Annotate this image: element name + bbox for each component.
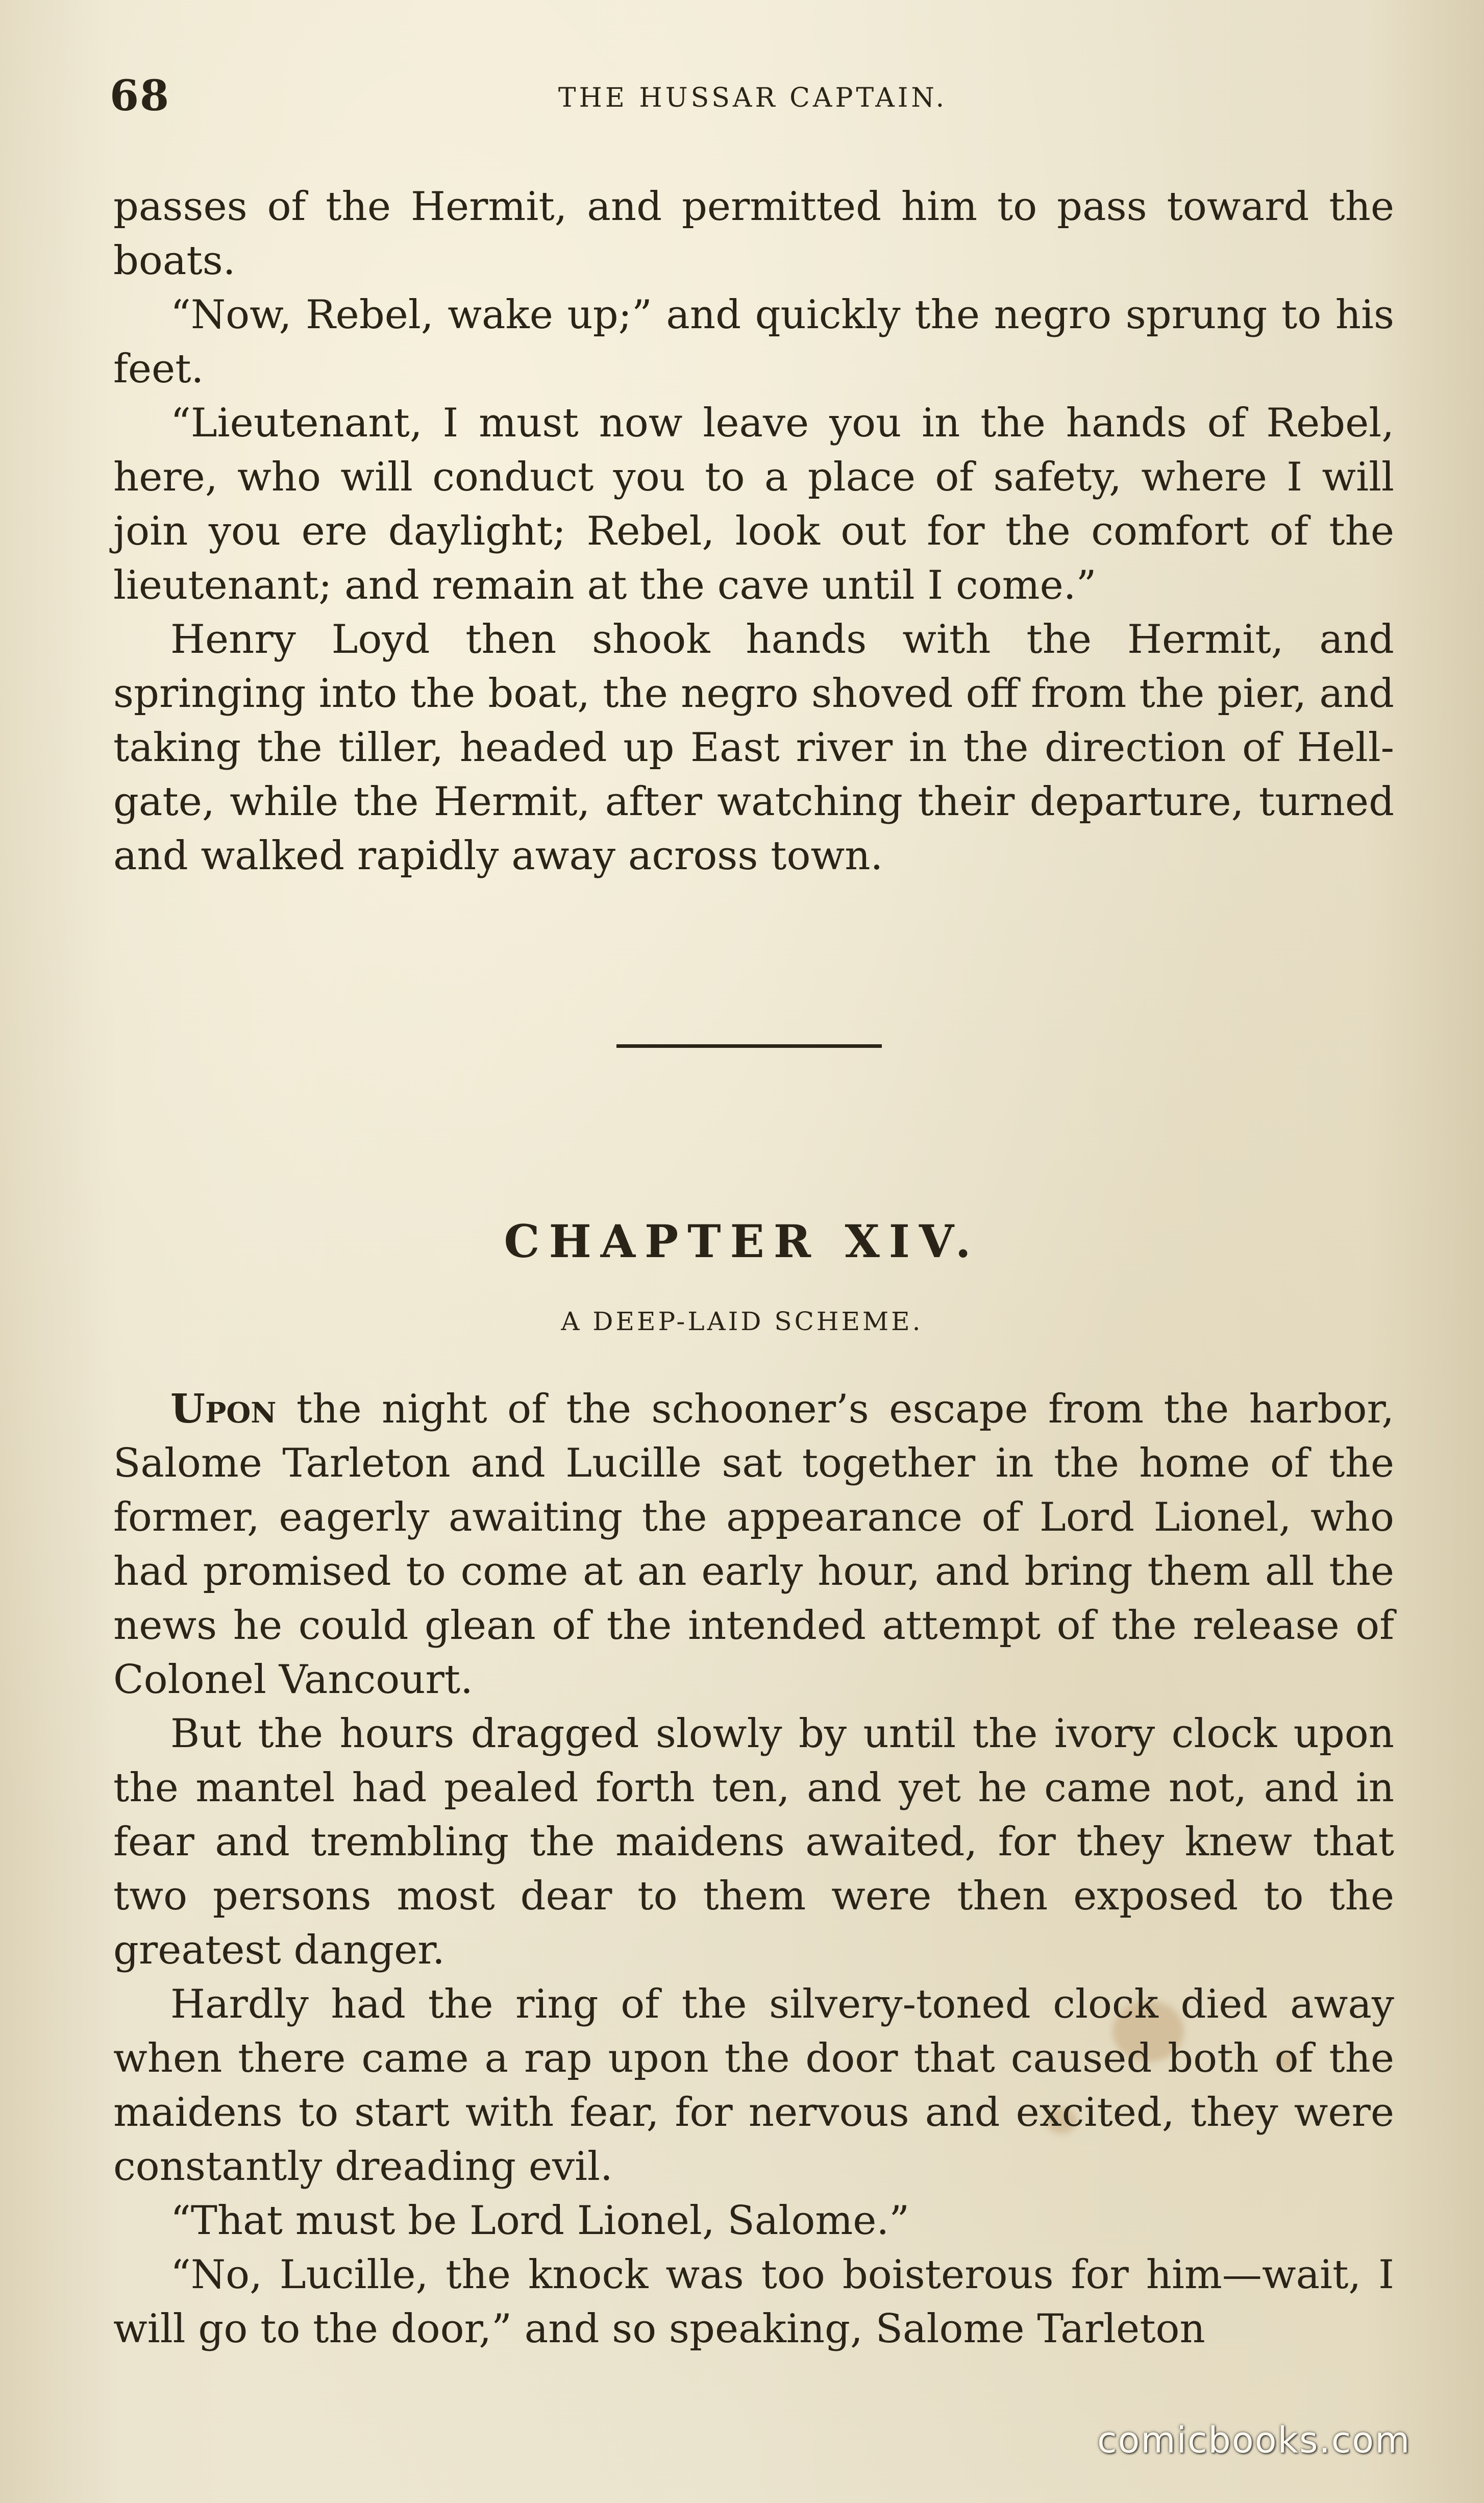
paragraph: “Lieutenant, I must now leave you in the hands of Rebel, here, who will conduct you to a place of safety, where I will join you ere daylight; Rebel, look out for the comfort of the lieutenant; and remain at the cave until I come.” (113, 400, 1394, 608)
paragraph (113, 1382, 1394, 1707)
section-divider (616, 1044, 882, 1048)
chapter-subtitle: A DEEP-LAID SCHEME. (561, 1307, 923, 1336)
chapter-title: CHAPTER XIV. (504, 1215, 980, 1268)
page-number: 68 (110, 71, 170, 120)
page-header (110, 71, 1396, 128)
paragraph: passes of the Hermit, and permitted him to pass toward the boats. (113, 184, 1394, 284)
paragraph-text: the night of the schooner’s escape from the harbor, Salome Tarleton and Lucille sat together in the home of the former, eagerly awaiting the appearance of Lord Lionel, who had promised to come at an early hour, and bring them all the news he could glean of the intended attempt of the release of Colonel Vancourt. (113, 1386, 1394, 1703)
paragraph: But the hours dragged slowly by until the ivory clock upon the mantel had pealed forth ten, and yet he came not, and in fear and trembling the maidens awaited, for they knew that two persons most dear to them were then exposed to the greatest danger. (113, 1711, 1394, 1973)
top-text-block (113, 180, 1394, 883)
paragraph: Hardly had the ring of the silvery-toned clock died away when there came a rap upon the door that caused both of the maidens to start with fear, for nervous and excited, they were constantly dreading evil. (113, 1981, 1394, 2190)
paragraph: “No, Lucille, the knock was too boisterous for him—wait, I will go to the door,” and so speaking, Salome Tarleton (113, 2252, 1394, 2352)
paragraph: “Now, Rebel, wake up;” and quickly the negro sprung to his feet. (113, 292, 1394, 392)
drop-word: Upon (170, 1386, 277, 1432)
watermark: comicbooks.com (1097, 2419, 1411, 2461)
paragraph: “That must be Lord Lionel, Salome.” (170, 2198, 910, 2244)
paragraph: Henry Loyd then shook hands with the Hermit, and springing into the boat, the negro shoved off from the pier, and taking the tiller, headed up East river in the direction of Hell-gate, while the Hermit, after watching their departure, turned and walked rapidly away across town. (113, 617, 1394, 879)
running-head: THE HUSSAR CAPTAIN. (558, 83, 948, 113)
chapter-text-block (113, 1382, 1394, 2356)
